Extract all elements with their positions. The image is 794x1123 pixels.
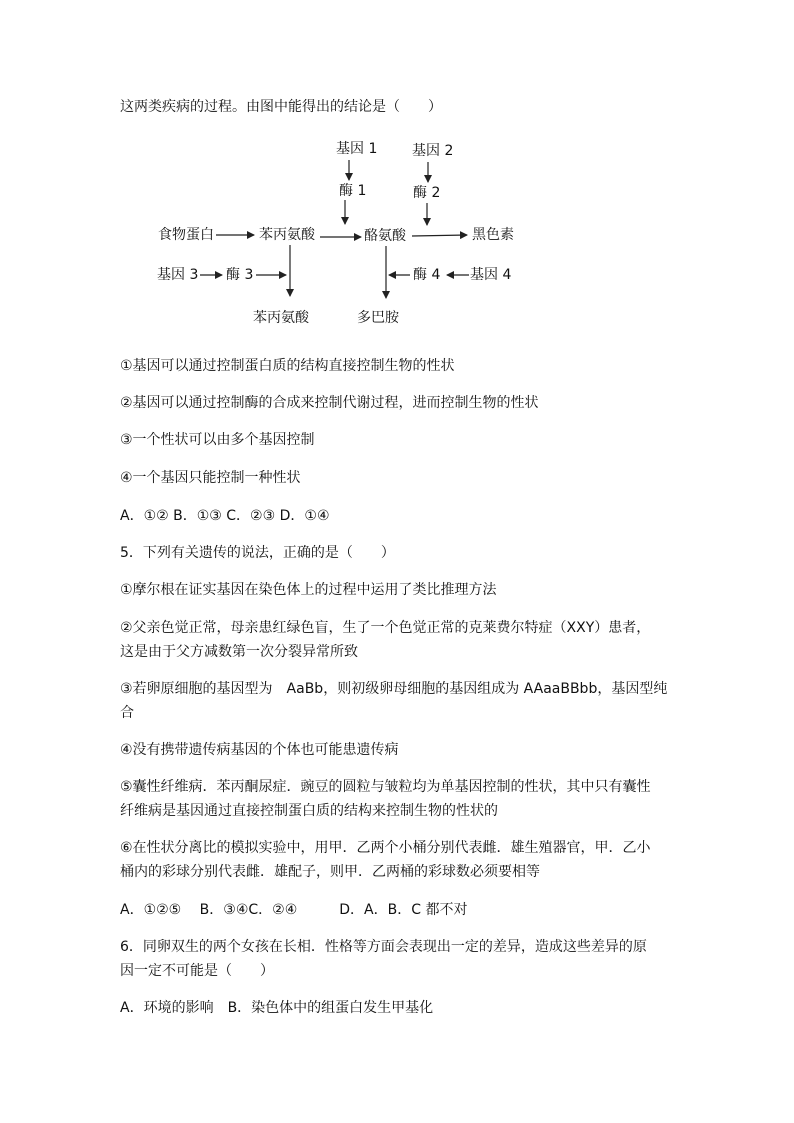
q4-statement-4: ④一个基因只能控制一种性状 [120, 470, 301, 486]
intro-line: 这两类疾病的过程。由图中能得出的结论是（ ） [120, 99, 442, 115]
label-dopamine: 多巴胺 [357, 310, 399, 326]
q4-options: A．①② B．①③ C．②③ D．①④ [120, 508, 330, 524]
q4-statement-3: ③一个性状可以由多个基因控制 [120, 432, 315, 448]
label-enzyme2: 酶 2 [413, 185, 441, 201]
q5-statement-5a: ⑤囊性纤维病．苯丙酮尿症．豌豆的圆粒与皱粒均为单基因控制的性状，其中只有囊性 [120, 779, 651, 795]
q6-options: A．环境的影响 B．染色体中的组蛋白发生甲基化 [120, 1000, 434, 1016]
label-gene1: 基因 1 [336, 141, 378, 157]
label-gene2: 基因 2 [412, 143, 454, 159]
label-phenylalanine-bottom: 苯丙氨酸 [253, 310, 309, 326]
q6-stem-b: 因一定不可能是（ ） [120, 963, 274, 979]
label-gene3: 基因 3 [157, 267, 199, 283]
q4-statement-2: ②基因可以通过控制酶的合成来控制代谢过程，进而控制生物的性状 [120, 395, 539, 411]
q5-statement-6a: ⑥在性状分离比的模拟实验中，用甲．乙两个小桶分别代表雌．雄生殖器官，甲．乙小 [120, 840, 651, 856]
q5-statement-3b: 合 [120, 705, 134, 721]
q4-statement-1: ①基因可以通过控制蛋白质的结构直接控制生物的性状 [120, 358, 455, 374]
q5-options: A．①②⑤ B．③④C．②④ D．A．B．C 都不对 [120, 902, 468, 918]
label-enzyme1: 酶 1 [339, 183, 367, 199]
q5-statement-6b: 桶内的彩球分别代表雌．雄配子，则甲．乙两桶的彩球数必须要相等 [120, 864, 540, 880]
q5-statement-2b: 这是由于父方减数第一次分裂异常所致 [120, 644, 358, 660]
label-food-protein: 食物蛋白 [158, 227, 214, 243]
q5-statement-2a: ②父亲色觉正常，母亲患红绿色盲，生了一个色觉正常的克莱费尔特症（XXY）患者， [120, 620, 651, 636]
q5-statement-3a: ③若卵原细胞的基因型为 AaBb，则初级卵母细胞的基因组成为 AAaaBBbb，基因型纯 [120, 681, 668, 697]
q5-statement-4: ④没有携带遗传病基因的个体也可能患遗传病 [120, 742, 399, 758]
label-tyrosine: 酪氨酸 [364, 228, 406, 244]
arrow-tyr-melanin [412, 235, 467, 236]
q5-statement-1: ①摩尔根在证实基因在染色体上的过程中运用了类比推理方法 [120, 582, 497, 598]
label-enzyme3: 酶 3 [226, 267, 254, 283]
label-gene4: 基因 4 [470, 267, 512, 283]
metabolic-pathway-diagram [0, 0, 794, 340]
label-phenylalanine: 苯丙氨酸 [259, 227, 315, 243]
q5-statement-5b: 纤维病是基因通过直接控制蛋白质的结构来控制生物的性状的 [120, 803, 498, 819]
label-enzyme4: 酶 4 [413, 267, 441, 283]
q6-stem-a: 6．同卵双生的两个女孩在长相．性格等方面会表现出一定的差异，造成这些差异的原 [120, 939, 647, 955]
label-melanin: 黑色素 [472, 227, 514, 243]
pathway-arrows [0, 0, 794, 340]
q5-stem: 5．下列有关遗传的说法，正确的是（ ） [120, 545, 395, 561]
